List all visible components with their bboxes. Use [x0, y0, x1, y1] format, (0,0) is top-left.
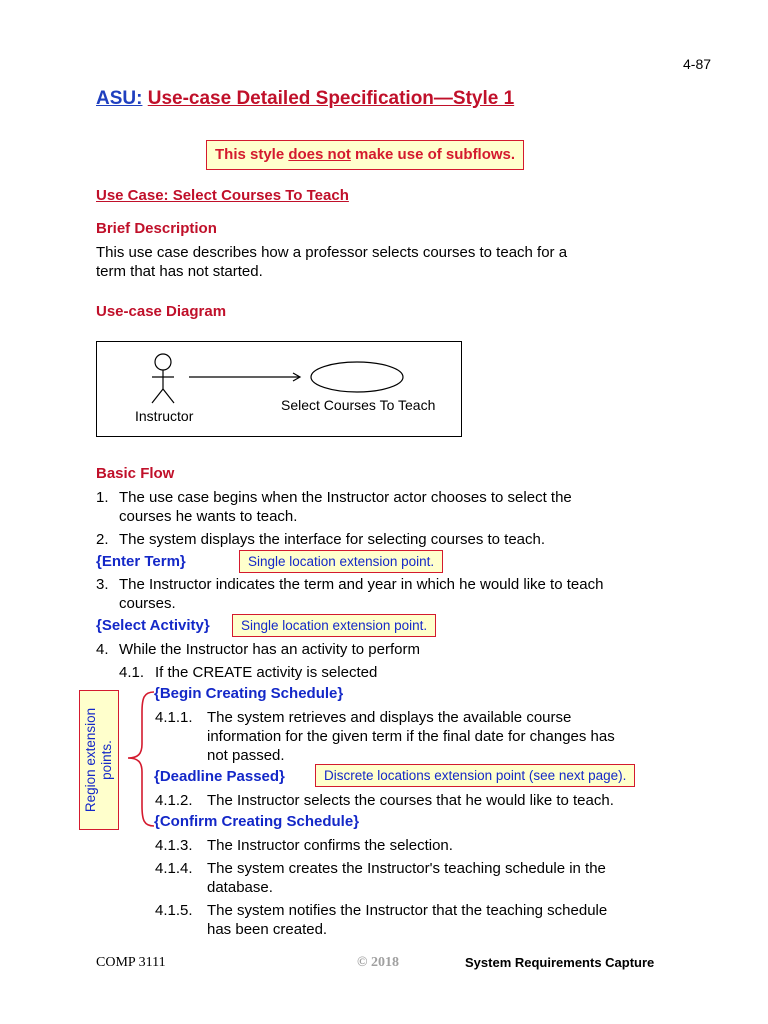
actor-stick-figure-icon [152, 354, 174, 403]
step-4-1-1-line-2: information for the given term if the final date for changes has [207, 728, 615, 745]
title-prefix: ASU: [96, 88, 143, 109]
brief-description-heading: Brief Description [96, 220, 217, 237]
subflows-callout [206, 140, 524, 170]
region-brace-icon [118, 688, 158, 830]
callout-emphasis: does not [288, 146, 351, 163]
step-2-number: 2. [96, 531, 109, 548]
region-text-line-1: Region extension [83, 707, 98, 813]
region-extension-callout [79, 690, 119, 830]
page-title [96, 88, 514, 110]
ext-point-begin-creating-schedule: {Begin Creating Schedule} [154, 685, 344, 702]
footer-copyright: © 2018 [357, 955, 399, 970]
page-number: 4-87 [683, 56, 712, 72]
step-4-1-2-line-1: The Instructor selects the courses that he would like to teach. [207, 792, 614, 809]
brief-line-2: term that has not started. [96, 263, 263, 280]
brief-line-1: This use case describes how a professor selects courses to teach for a [96, 244, 568, 261]
callout-text-after: make use of subflows. [350, 146, 516, 163]
step-3-number: 3. [96, 576, 109, 593]
step-1 [96, 488, 109, 507]
footer-topic: System Requirements Capture [465, 955, 655, 970]
step-number: 1. [96, 489, 109, 506]
deadline-passed-note: Discrete locations extension point (see next page). [315, 764, 635, 787]
step-4-1-1-line-1: The system retrieves and displays the available course [207, 709, 572, 726]
step-4-1-5-line-2: has been created. [207, 921, 328, 938]
step-4-1-5-line-1: The system notifies the Instructor that the teaching schedule [207, 902, 608, 919]
step-4-1-4-number: 4.1.4. [155, 860, 193, 877]
step-1-line-1: The use case begins when the Instructor actor chooses to select the [119, 489, 572, 506]
use-case-ellipse [311, 362, 403, 392]
step-4-1-line-1: If the CREATE activity is selected [155, 664, 378, 681]
ext-point-deadline-passed: {Deadline Passed} [154, 768, 285, 785]
actor-label: Instructor [135, 408, 194, 424]
step-3-line-1: The Instructor indicates the term and year in which he would like to teach [119, 576, 604, 593]
diagram-heading: Use-case Diagram [96, 303, 227, 320]
use-case-label: Select Courses To Teach [281, 397, 436, 413]
association-arrow [189, 373, 300, 381]
step-4-1-1-line-3: not passed. [207, 747, 285, 764]
footer-course: COMP 3111 [96, 955, 166, 970]
use-case-title: Use Case: Select Courses To Teach [96, 187, 349, 204]
step-4-1-5-number: 4.1.5. [155, 902, 193, 919]
step-4-1-3-line-1: The Instructor confirms the selection. [207, 837, 453, 854]
use-case-diagram [96, 341, 462, 437]
select-activity-note: Single location extension point. [232, 614, 436, 637]
basic-flow-heading: Basic Flow [96, 465, 175, 482]
step-2-line-1: The system displays the interface for selecting courses to teach. [119, 531, 546, 548]
ext-point-confirm-creating-schedule: {Confirm Creating Schedule} [154, 813, 360, 830]
ext-point-enter-term: {Enter Term} [96, 553, 186, 570]
step-4-1-4-line-1: The system creates the Instructor's teaching schedule in the [207, 860, 606, 877]
callout-text-before: This style [215, 146, 289, 163]
title-main: Use-case Detailed Specification—Style 1 [147, 88, 515, 109]
step-1-line-2: courses he wants to teach. [119, 508, 298, 525]
step-4-1-number: 4.1. [119, 664, 145, 681]
region-extension-text [83, 708, 115, 812]
step-4-1-1-number: 4.1.1. [155, 709, 193, 726]
step-4-number: 4. [96, 641, 109, 658]
ext-point-select-activity: {Select Activity} [96, 617, 210, 634]
brief-description [96, 243, 656, 281]
step-4-1-4-line-2: database. [207, 879, 273, 896]
step-3-line-2: courses. [119, 595, 176, 612]
step-4-line-1: While the Instructor has an activity to perform [119, 641, 420, 658]
step-4-1-2-number: 4.1.2. [155, 792, 193, 809]
region-text-line-2: points. [99, 740, 114, 780]
step-4-1-3-number: 4.1.3. [155, 837, 193, 854]
enter-term-note: Single location extension point. [239, 550, 443, 573]
